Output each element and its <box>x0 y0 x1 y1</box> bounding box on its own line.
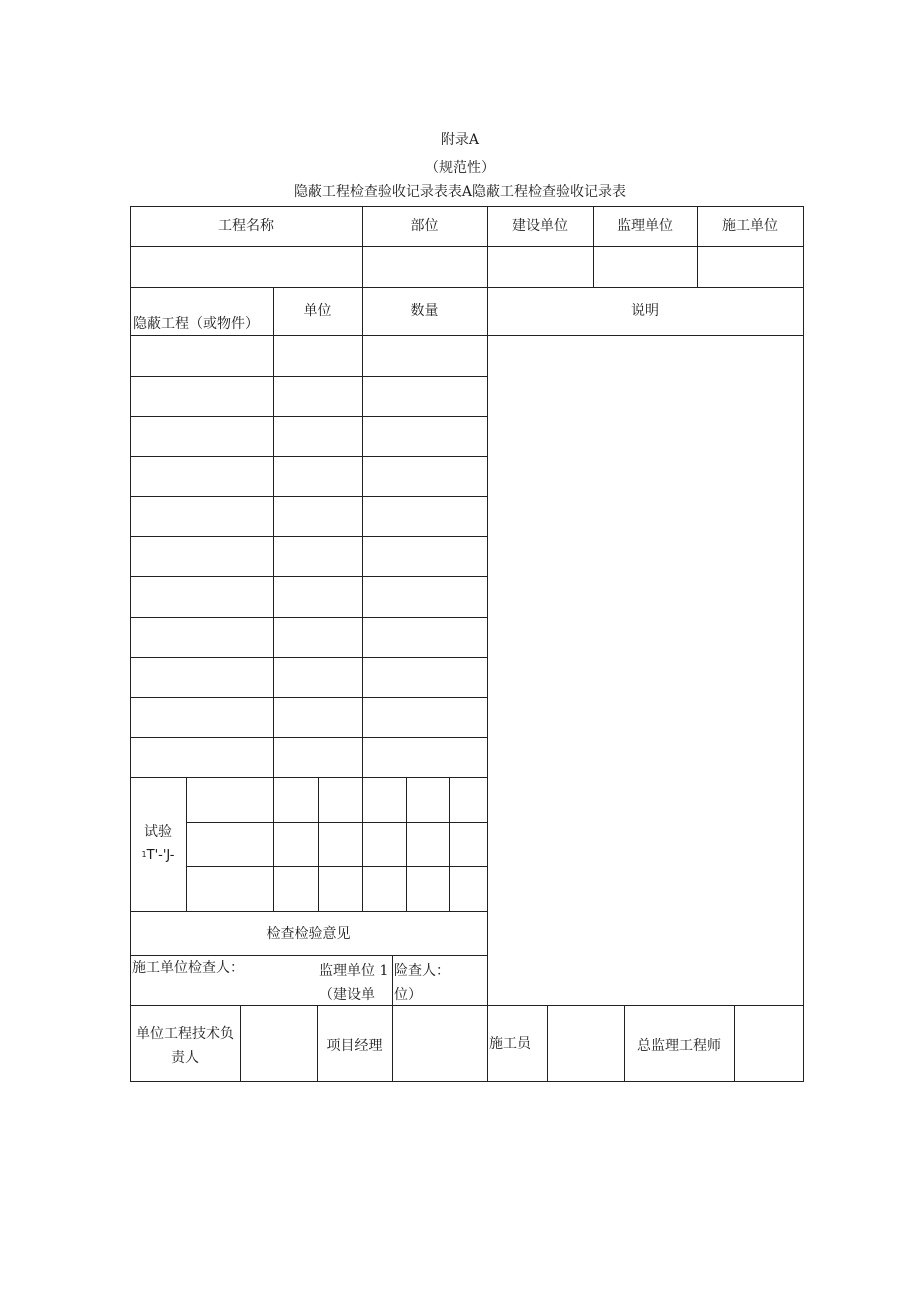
checker-label-line1: 险查人： <box>394 963 450 979</box>
trial-code-text: T'-'J- <box>146 848 175 863</box>
builder-checker-label: 施工单位检查人： <box>132 960 244 976</box>
trial-label: 试验 <box>144 824 172 840</box>
supervisor-label-line1: 监理单位 1 <box>319 963 389 979</box>
tech-lead-label-line2: 责人 <box>171 1050 199 1066</box>
location-header: 部位 <box>410 218 439 234</box>
supervisor-label-line2: （建设单 <box>319 987 375 1003</box>
normative-label: （规范性） <box>425 160 495 176</box>
trial-code <box>130 846 186 866</box>
project-manager-label: 项目经理 <box>326 1038 383 1054</box>
inspection-opinion-label: 检查检验意见 <box>266 926 351 942</box>
construction-unit-header: 建设单位 <box>512 218 568 234</box>
quantity-header: 数量 <box>410 303 439 319</box>
appendix-label: 附录A <box>440 132 480 148</box>
description-header: 说明 <box>631 303 659 319</box>
hidden-work-header: 隐蔽工程（或物件） <box>133 316 259 332</box>
form-title: 隐蔽工程检查验收记录表表A隐蔽工程检查验收记录表 <box>293 184 627 200</box>
builder-unit-header: 施工单位 <box>722 218 778 234</box>
unit-header: 单位 <box>303 303 332 319</box>
checker-label-line2: 位） <box>394 987 422 1003</box>
construction-worker-label: 施工员 <box>489 1036 531 1052</box>
trial-code-sup: 1 <box>141 850 147 859</box>
supervision-unit-header: 监理单位 <box>617 218 673 234</box>
tech-lead-label-line1: 单位工程技术负 <box>136 1026 234 1042</box>
project-name-header: 工程名称 <box>218 218 274 234</box>
chief-supervisor-label: 总监理工程师 <box>637 1038 721 1054</box>
